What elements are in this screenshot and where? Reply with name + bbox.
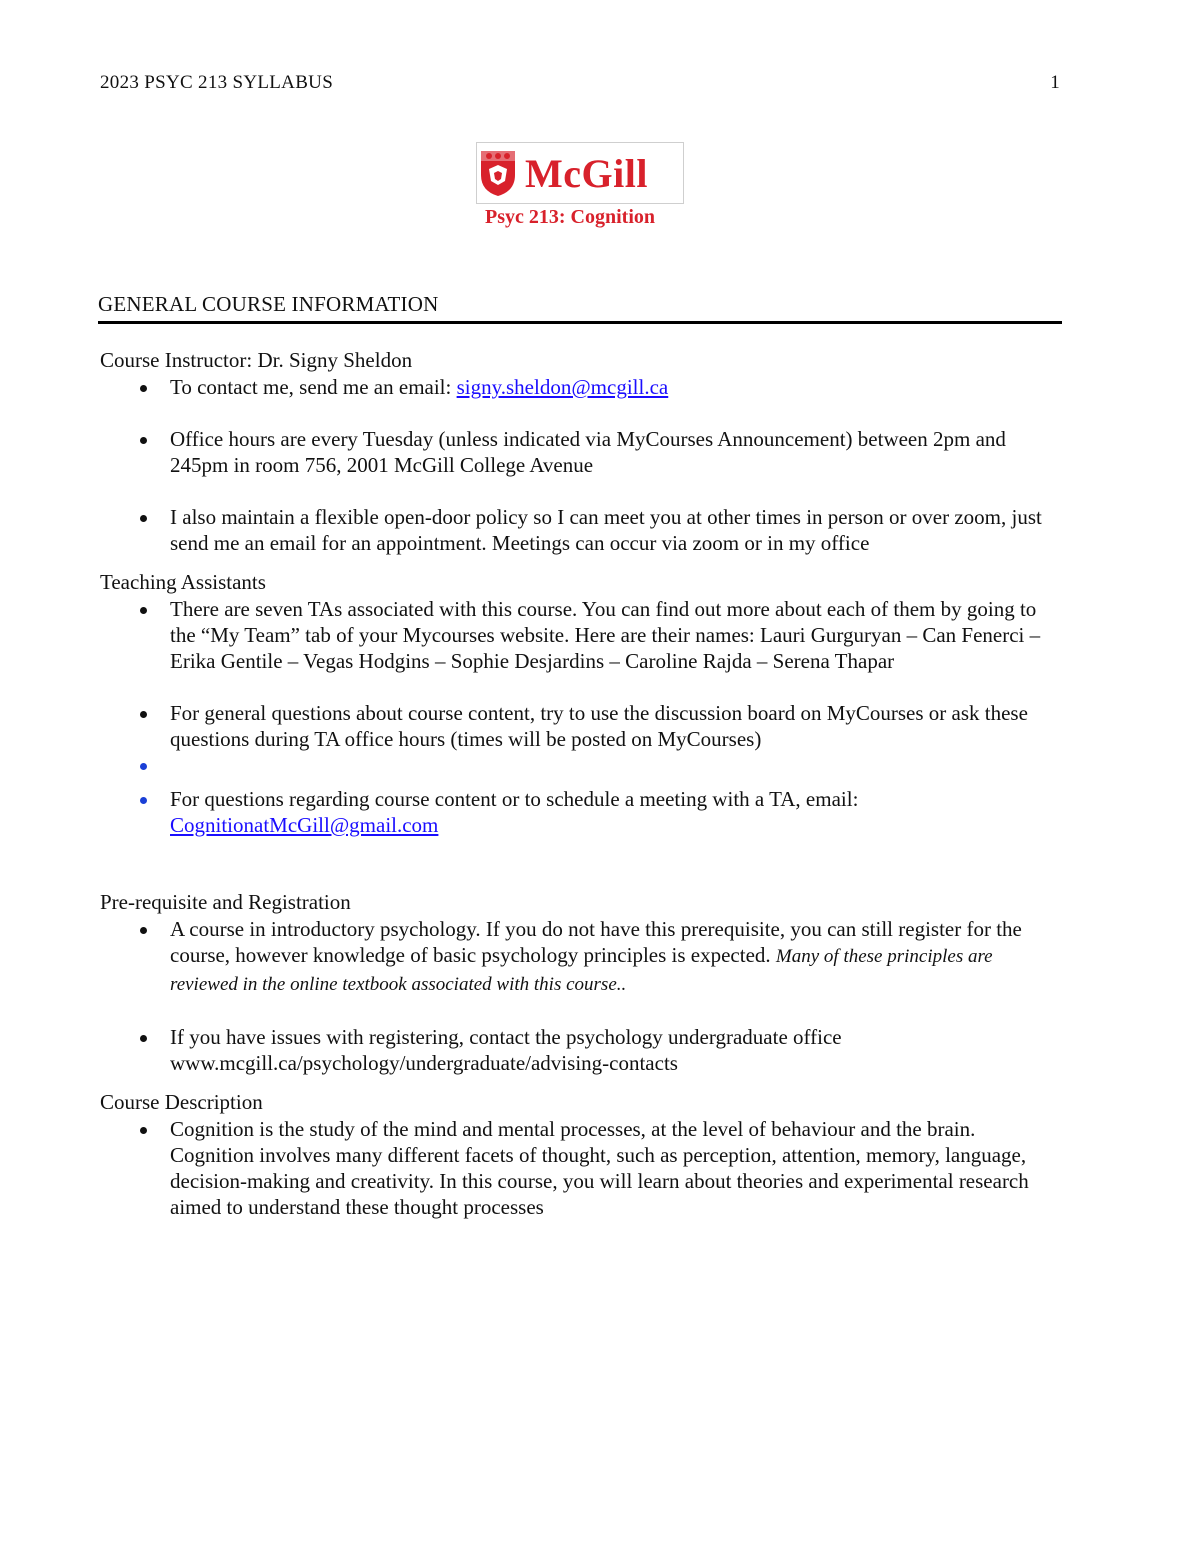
bullet-icon bbox=[140, 437, 147, 444]
list-item bbox=[100, 426, 1060, 478]
bullet-icon bbox=[140, 1127, 147, 1134]
list-item bbox=[100, 504, 1060, 556]
list-item bbox=[100, 916, 1060, 998]
course-info-content bbox=[100, 346, 1060, 1220]
prereq-list bbox=[100, 916, 1060, 1076]
bullet-icon bbox=[140, 711, 147, 718]
bullet-icon bbox=[140, 1035, 147, 1042]
ta-email-link[interactable]: CognitionatMcGill@gmail.com bbox=[170, 813, 439, 837]
bullet-icon bbox=[140, 927, 147, 934]
list-item bbox=[100, 374, 1060, 400]
header-title: 2023 PSYC 213 SYLLABUS bbox=[100, 72, 334, 93]
registration-text: If you have issues with registering, contact the psychology undergraduate office www.mcgill.ca/psychology/undergraduate/advising-contacts bbox=[170, 1025, 842, 1075]
bullet-icon bbox=[140, 607, 147, 614]
bullet-icon bbox=[140, 385, 147, 392]
bullet-icon bbox=[140, 797, 147, 804]
page-header bbox=[100, 72, 1060, 94]
list-item bbox=[100, 1116, 1060, 1220]
list-item bbox=[100, 786, 1060, 838]
ta-intro-text: There are seven TAs associated with this course. You can find out more about each of them by going to the “My Team” tab of your Mycourses website. Here are their names: Lauri Gurguryan – Can Fenerci – Erika Gentile – Vegas Hodgins – Sophie Desjardins – Caroline Rajda – Serena Thapar bbox=[170, 597, 1041, 673]
page-number: 1 bbox=[1050, 72, 1060, 93]
ta-email-text: For questions regarding course content or to schedule a meeting with a TA, email: bbox=[170, 787, 859, 811]
description-list bbox=[100, 1116, 1060, 1220]
ta-heading: Teaching Assistants bbox=[100, 570, 266, 594]
bullet-icon bbox=[140, 515, 147, 522]
list-item bbox=[100, 1024, 1060, 1076]
instructor-email-link[interactable]: signy.sheldon@mcgill.ca bbox=[456, 375, 669, 399]
mcgill-logo bbox=[476, 142, 706, 229]
logo-box bbox=[476, 142, 684, 204]
contact-text: To contact me, send me an email: bbox=[170, 375, 457, 399]
general-questions-text: For general questions about course content, try to use the discussion board on MyCourses or ask these questions during TA office hours (times will be posted on MyCourses) bbox=[170, 701, 1028, 751]
list-item-empty bbox=[100, 752, 1060, 786]
description-heading: Course Description bbox=[100, 1090, 263, 1114]
crest-icon bbox=[479, 149, 517, 197]
office-hours-text: Office hours are every Tuesday (unless indicated via MyCourses Announcement) between 2pm and 245pm in room 756, 2001 McGill College Avenue bbox=[170, 427, 1006, 477]
logo-wordmark: McGill bbox=[525, 150, 648, 196]
prereq-heading: Pre-requisite and Registration bbox=[100, 890, 351, 914]
open-door-text: I also maintain a flexible open-door policy so I can meet you at other times in person or over zoom, just send me an email for an appointment. Meetings can occur via zoom or in my office bbox=[170, 505, 1042, 555]
list-item bbox=[100, 596, 1060, 674]
bullet-icon bbox=[140, 763, 147, 770]
section-title: GENERAL COURSE INFORMATION bbox=[98, 292, 1062, 324]
instructor-list bbox=[100, 374, 1060, 556]
description-text: Cognition is the study of the mind and mental processes, at the level of behaviour and the brain. Cognition involves many different facets of thought, such as perception, attention, memory, language, decision-making and creativity. In this course, you will learn about theories and experimental research aimed to understand these thought processes bbox=[170, 1117, 1029, 1219]
ta-list bbox=[100, 596, 1060, 838]
list-item bbox=[100, 700, 1060, 752]
logo-subtitle: Psyc 213: Cognition bbox=[485, 206, 655, 228]
prereq-text: A course in introductory psychology. If you do not have this prerequisite, you can still register for the course, however knowledge of basic psychology principles is expected. bbox=[170, 917, 1022, 967]
instructor-heading: Course Instructor: Dr. Signy Sheldon bbox=[100, 348, 413, 372]
prereq-italic-note: Many of these principles are reviewed in the online textbook associated with this course.. bbox=[170, 946, 993, 995]
